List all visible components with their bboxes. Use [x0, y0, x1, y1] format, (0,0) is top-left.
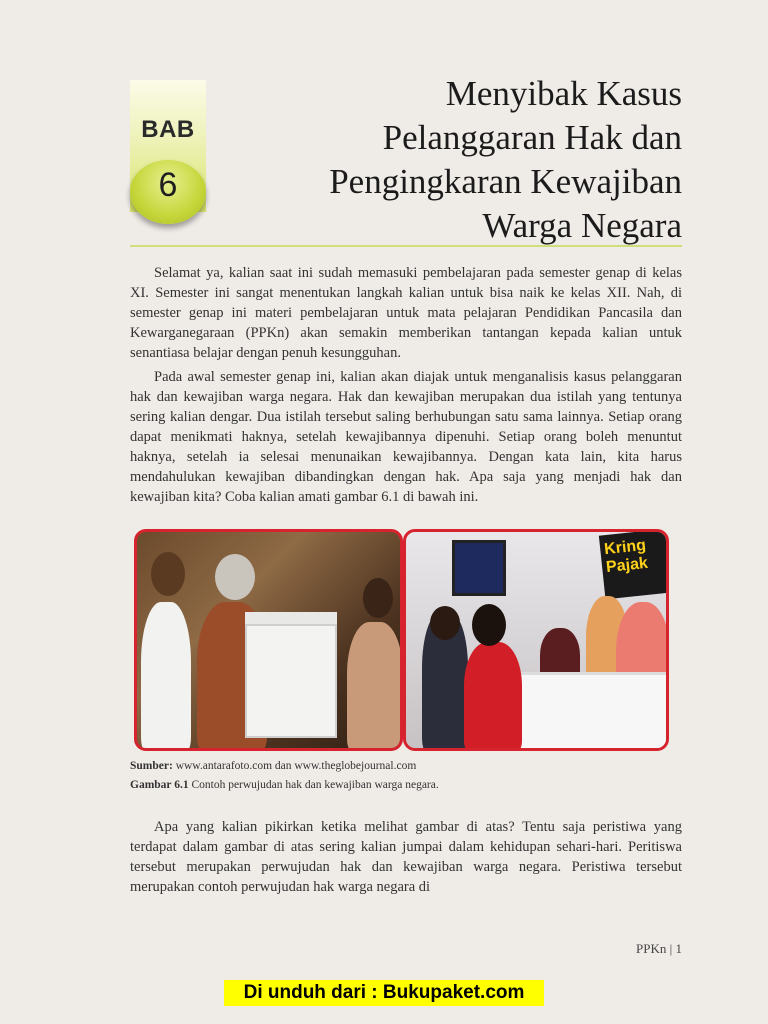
voter-head [363, 578, 393, 618]
voter-head [151, 552, 185, 596]
download-banner: Di unduh dari : Bukupaket.com [224, 980, 544, 1006]
election-voting-photo [134, 529, 403, 751]
figure-text: Contoh perwujudan hak dan kewajiban warga negara. [188, 779, 439, 791]
image-source [130, 760, 690, 772]
ballot-box [245, 624, 337, 738]
title-divider [130, 245, 682, 247]
body-paragraph: Apa yang kalian pikirkan ketika melihat gambar di atas? Tentu saja peristiwa yang terdapat dalam gambar di atas sering kalian jumpai dalam kehidupan sehari-hari. Peritiswa tersebut merupakan perwujudan hak dan kewajiban warga negara. Peristiwa tersebut merupakan contoh perwujudan hak warga negara di [130, 819, 682, 895]
service-counter [516, 672, 669, 751]
chapter-title-line: Warga Negara [482, 206, 682, 245]
taxpayer-head [472, 604, 506, 646]
kring-pajak-sign: Kring Pajak [599, 529, 669, 599]
figure-label: Gambar 6.1 [130, 779, 189, 791]
taxpayer-head [430, 606, 460, 640]
chapter-title-line: Menyibak Kasus [445, 74, 682, 113]
chapter-label: BAB [141, 116, 195, 143]
figure-caption [130, 779, 690, 791]
voter-figure [141, 602, 191, 751]
television-screen [452, 540, 506, 596]
page-number: PPKn | 1 [636, 941, 682, 956]
voter-figure [347, 622, 403, 751]
chapter-title-line: Pengingkaran Kewajiban [329, 162, 682, 201]
source-text: www.antarafoto.com dan www.theglobejournal.com [172, 760, 417, 772]
intro-paragraph: Selamat ya, kalian saat ini sudah memasuki pembelajaran pada semester genap di kelas XI. Semester ini sangat menentukan langkah kalian untuk bisa naik ke kelas XII. Nah, di semester genap ini materi pembelajaran untuk mata pelajaran Pendidikan Pancasila dan Kewarganegaraan (PPKn) akan semakin memberikan tantangan kepada kalian untuk senantiasa belajar dengan penuh kesungguhan. [130, 265, 682, 361]
voter-head [215, 554, 255, 600]
chapter-title [242, 72, 682, 248]
source-label: Sumber: [130, 760, 173, 772]
body-paragraph: Pada awal semester genap ini, kalian akan diajak untuk menganalisis kasus pelanggaran hak dan kewajiban warga negara. Hak dan kewajiban merupakan dua istilah yang tentunya sering kalian dengar. Dua istilah tersebut saling berhubungan satu sama lainnya. Setiap orang dapat menikmati haknya, setelah kewajibannya dipenuhi. Setiap orang boleh menuntut haknya, setelah ia selesai menunaikan kewajibannya. Dengan kata lain, kita harus mendahulukan kewajiban dibandingkan dengan hak. Apa saja yang menjadi hak dan kewajiban kita? Coba kalian amati gambar 6.1 di bawah ini. [130, 369, 682, 505]
taxpayer-figure [464, 642, 522, 751]
chapter-number: 6 [158, 166, 178, 204]
chapter-title-line: Pelanggaran Hak dan [382, 118, 682, 157]
tax-office-photo [403, 529, 669, 751]
